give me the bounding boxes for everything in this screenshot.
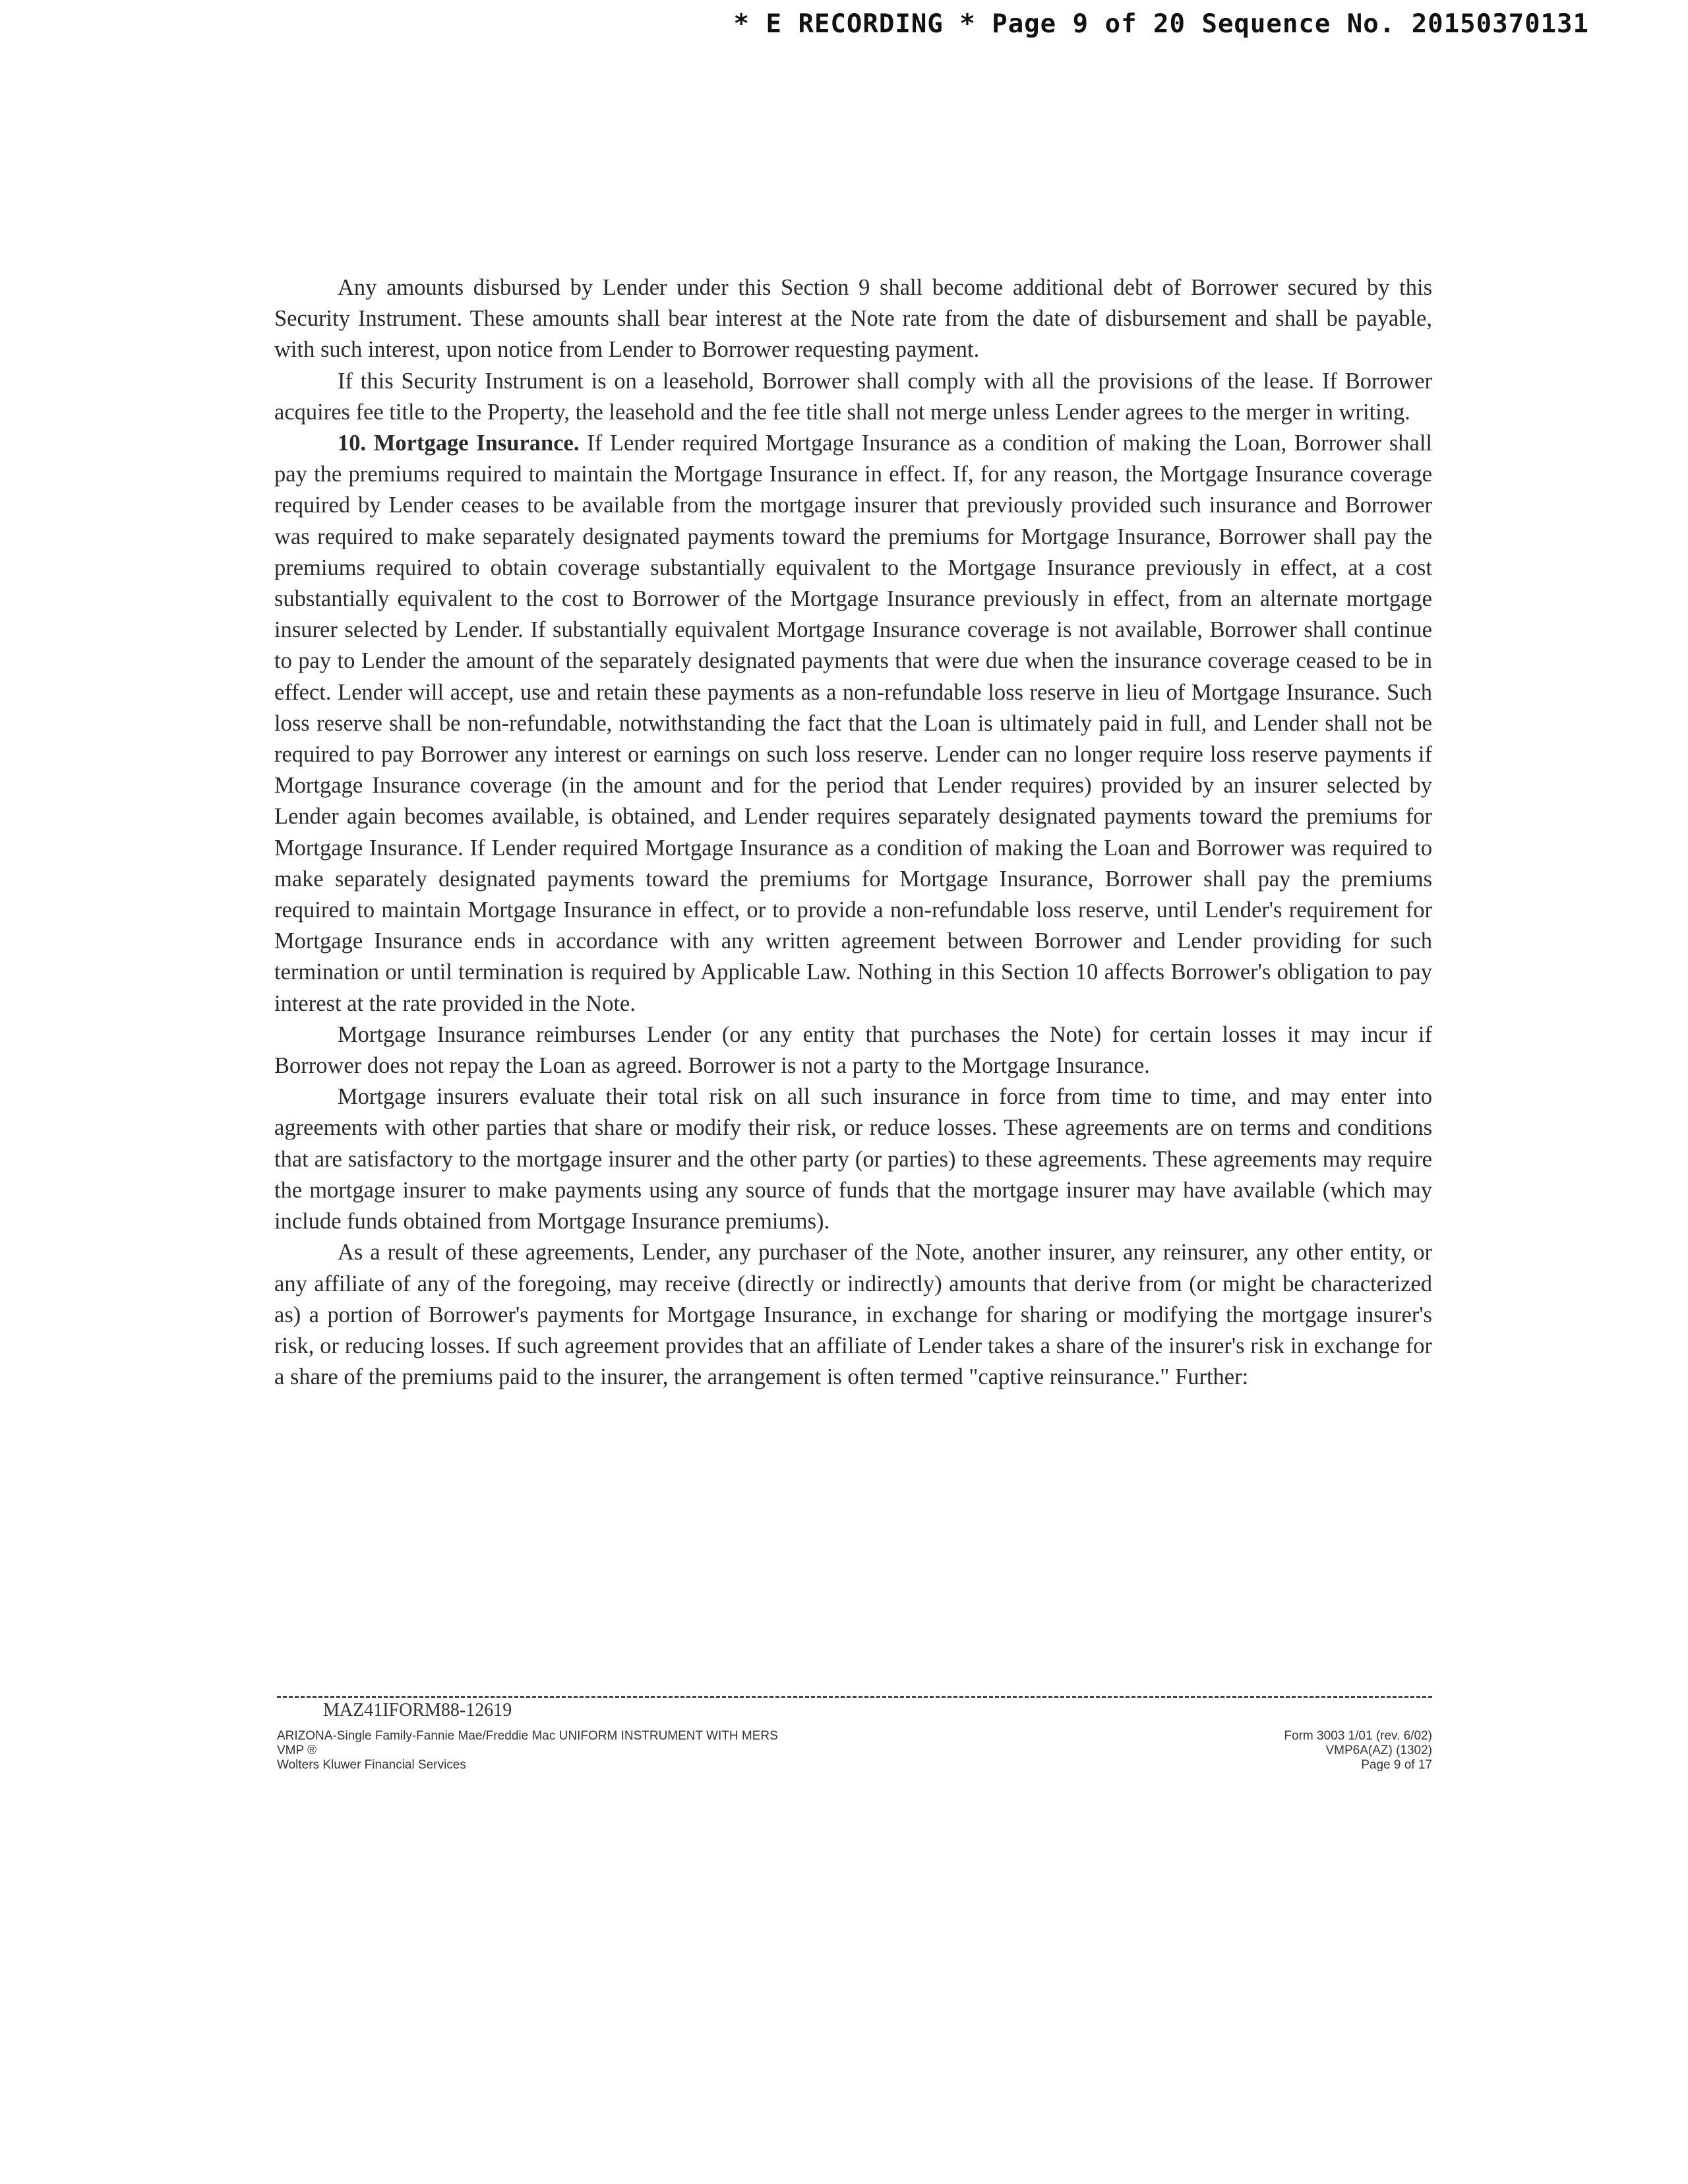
paragraph-mortgage-insurance — [274, 428, 1432, 1019]
footer-form-title: ARIZONA-Single Family-Fannie Mae/Freddie Mac UNIFORM INSTRUMENT WITH MERS — [277, 1729, 778, 1743]
document-body — [274, 272, 1432, 1393]
footer-page-number: Page 9 of 17 — [1361, 1758, 1432, 1772]
footer-publisher: Wolters Kluwer Financial Services — [277, 1758, 466, 1772]
section-heading-mortgage-insurance: 10. Mortgage Insurance. — [338, 431, 580, 456]
paragraph-insurers-evaluate: Mortgage insurers evaluate their total risk on all such insurance in force from time to time, and may enter into agreements with other parties that share or modify their risk, or reduce losses. These agreements are on terms and conditions that are satisfactory to the mortgage insurer and the other party (or parties) to these agreements. These agreements may require the mortgage insurer to make payments using any source of funds that the mortgage insurer may have available (which may include funds obtained from Mortgage Insurance premiums). — [274, 1084, 1432, 1234]
paragraph-agreements-result: As a result of these agreements, Lender, any purchaser of the Note, another insurer, any reinsurer, any other entity, or any affiliate of any of the foregoing, may receive (directly or indirectly) amounts that derive from (or might be characterized as) a portion of Borrower's payments for Mortgage Insurance, in exchange for sharing or modifying the mortgage insurer's risk, or reducing losses. If such agreement provides that an affiliate of Lender takes a share of the insurer's risk in exchange for a share of the premiums paid to the insurer, the arrangement is often termed "captive reinsurance." Further: — [274, 1240, 1432, 1390]
footer-right-block — [1284, 1729, 1432, 1773]
paragraph-leasehold: If this Security Instrument is on a leasehold, Borrower shall comply with all the provisions of the lease. If Borrower acquires fee title to the Property, the leasehold and the fee title shall not merge unless Lender agrees to the merger in writing. — [274, 368, 1432, 425]
paragraph-disbursed-amounts: Any amounts disbursed by Lender under this Section 9 shall become additional debt of Borrower secured by this Security Instrument. These amounts shall bear interest at the Note rate from the date of disbursement and shall be payable, with such interest, upon notice from Lender to Borrower requesting payment. — [274, 275, 1432, 363]
footer-left-block — [277, 1729, 778, 1773]
recording-stamp: * E RECORDING * Page 9 of 20 Sequence No. 20150370131 — [733, 9, 1589, 39]
footer-vmp: VMP ® — [277, 1744, 317, 1757]
footer-form-code: MAZ41IFORM88-12619 — [323, 1700, 512, 1720]
paragraph-mortgage-insurance-text: If Lender required Mortgage Insurance as a condition of making the Loan, Borrower shall pay the premiums required to maintain the Mortgage Insurance in effect. If, for any reason, the Mortgage Insurance coverage required by Lender ceases to be available from the mortgage insurer that previously provided such insurance and Borrower was required to make separately designated payments toward the premiums for Mortgage Insurance, Borrower shall pay the premiums required to obtain coverage substantially equivalent to the Mortgage Insurance previously in effect, at a cost substantially equivalent to the cost to Borrower of the Mortgage Insurance previously in effect, from an alternate mortgage insurer selected by Lender. If substantially equivalent Mortgage Insurance coverage is not available, Borrower shall continue to pay to Lender the amount of the separately designated payments that were due when the insurance coverage ceased to be in effect. Lender will accept, use and retain these payments as a non-refundable loss reserve in lieu of Mortgage Insurance. Such loss reserve shall be non-refundable, notwithstanding the fact that the Loan is ultimately paid in full, and Lender shall not be required to pay Borrower any interest or earnings on such loss reserve. Lender can no longer require loss reserve payments if Mortgage Insurance coverage (in the amount and for the period that Lender requires) provided by an insurer selected by Lender again becomes available, is obtained, and Lender requires separately designated payments toward the premiums for Mortgage Insurance. If Lender required Mortgage Insurance as a condition of making the Loan and Borrower was required to make separately designated payments toward the premiums for Mortgage Insurance, Borrower shall pay the premiums required to maintain Mortgage Insurance in effect, or to provide a non-refundable loss reserve, until Lender's requirement for Mortgage Insurance ends in accordance with any written agreement between Borrower and Lender providing for such termination or until termination is required by Applicable Law. Nothing in this Section 10 affects Borrower's obligation to pay interest at the rate provided in the Note. — [274, 431, 1433, 1016]
footer-form-number: Form 3003 1/01 (rev. 6/02) — [1284, 1729, 1432, 1743]
footer-divider — [277, 1696, 1432, 1698]
paragraph-insurance-reimburses: Mortgage Insurance reimburses Lender (or any entity that purchases the Note) for certain losses it may incur if Borrower does not repay the Loan as agreed. Borrower is not a party to the Mortgage Insurance. — [274, 1021, 1432, 1079]
footer-vmp-code: VMP6A(AZ) (1302) — [1325, 1744, 1432, 1757]
